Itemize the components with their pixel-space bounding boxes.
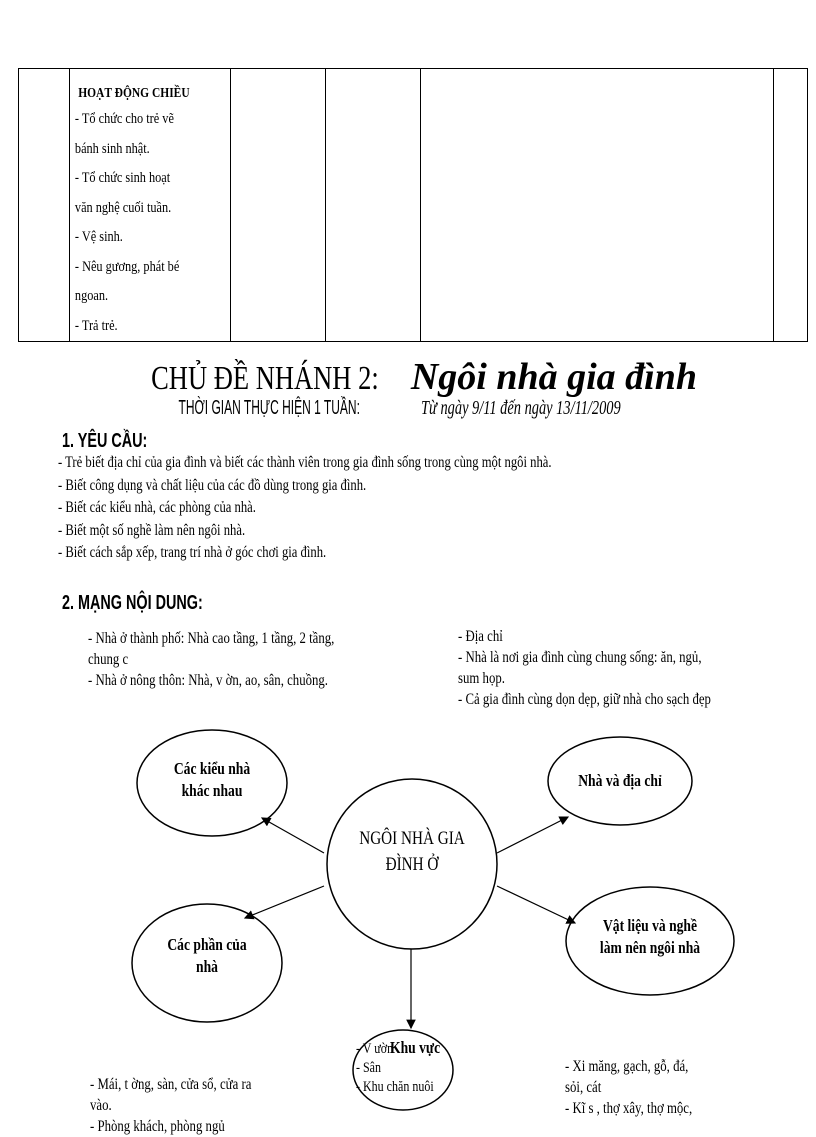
content-map-heading: 2. MẠNG NỘI DUNG:: [62, 592, 203, 614]
center-label: [330, 826, 494, 878]
area-item: - V ườn: [356, 1041, 394, 1057]
activity-line: - Trả trẻ.: [74, 317, 118, 334]
area-title: Khu vực: [390, 1038, 441, 1057]
note-line: - Địa chỉ: [458, 628, 503, 645]
afternoon-heading: HOẠT ĐỘNG CHIỀU: [78, 86, 190, 101]
title-topic: Ngôi nhà gia đình: [410, 356, 697, 398]
types-label: [161, 758, 263, 802]
note-line: sỏi, cát: [565, 1079, 602, 1096]
parts-label: [156, 934, 258, 978]
arrow-to-address: [497, 817, 568, 853]
requirements-heading: 1. YÊU CẦU:: [62, 430, 148, 452]
area-item: - Sân: [356, 1060, 381, 1076]
materials-notes: [565, 1056, 749, 1119]
parts-notes: [90, 1074, 322, 1137]
area-items: [356, 1040, 434, 1097]
duration-label: THỜI GIAN THỰC HIỆN 1 TUẦN:: [178, 397, 361, 419]
note-line: - Cả gia đình cùng dọn dẹp, giữ nhà cho sạch đẹp: [458, 691, 711, 708]
note-line: - Nhà ở nông thôn: Nhà, v ờn, ao, sân, chuồng.: [88, 672, 328, 689]
node-line: nhà: [196, 957, 218, 976]
note-line: - Nhà ở thành phố: Nhà cao tầng, 1 tầng, 2 tầng,: [88, 630, 335, 647]
note-line: chung c: [88, 651, 129, 668]
node-line: làm nên ngôi nhà: [599, 938, 701, 957]
address-label: [569, 770, 671, 792]
activity-line: bánh sinh nhật.: [74, 140, 150, 157]
node-line: khác nhau: [181, 781, 243, 800]
node-line: Các kiểu nhà: [173, 759, 251, 778]
requirement-item: - Biết công dụng và chất liệu của các đồ dùng trong gia đình.: [58, 476, 367, 494]
note-line: - Kĩ s , thợ xây, thợ mộc,: [565, 1100, 693, 1117]
note-line: vào.: [90, 1097, 112, 1114]
activity-line: - Tổ chức sinh hoạt: [74, 170, 171, 186]
arrow-to-materials: [497, 886, 575, 923]
activity-line: - Tổ chức cho trẻ vẽ: [74, 111, 174, 127]
materials-label: [591, 915, 709, 959]
note-line: - Mái, t ờng, sàn, cửa sổ, cửa ra: [90, 1076, 252, 1093]
activity-line: ngoan.: [74, 288, 109, 304]
arrow-to-parts: [245, 886, 324, 918]
requirement-item: - Trẻ biết địa chỉ của gia đình và biết các thành viên trong gia đình sống trong cùng một ngôi nhà.: [58, 454, 552, 471]
duration-dates: Từ ngày 9/11 đến ngày 13/11/2009: [420, 397, 621, 419]
requirement-item: - Biết cách sắp xếp, trang trí nhà ở góc chơi gia đình.: [58, 544, 327, 561]
node-line: Các phần của: [167, 935, 247, 954]
activity-line: - Vệ sinh.: [74, 229, 123, 245]
activity-line: - Nêu gương, phát bé: [74, 258, 180, 275]
note-line: sum họp.: [458, 670, 505, 687]
area-item: - Khu chăn nuôi: [356, 1079, 434, 1095]
note-line: - Nhà là nơi gia đình cùng chung sống: ăn, ngủ,: [458, 649, 702, 666]
note-line: - Xi măng, gạch, gỗ, đá,: [565, 1058, 689, 1075]
requirement-item: - Biết một số nghề làm nên ngôi nhà.: [58, 521, 246, 539]
node-line: Vật liệu và nghề: [602, 916, 698, 935]
node-line: Nhà và địa chỉ: [578, 771, 662, 790]
requirement-item: - Biết các kiểu nhà, các phòng của nhà.: [58, 499, 256, 516]
activity-line: văn nghệ cuối tuần.: [74, 199, 172, 216]
title-prefix: CHỦ ĐỀ NHÁNH 2:: [151, 360, 379, 397]
center-line: ĐÌNH Ở: [385, 854, 439, 875]
arrow-to-types: [262, 818, 324, 853]
center-line: NGÔI NHÀ GIA: [359, 828, 465, 849]
note-line: - Phòng khách, phòng ngủ: [90, 1118, 225, 1135]
